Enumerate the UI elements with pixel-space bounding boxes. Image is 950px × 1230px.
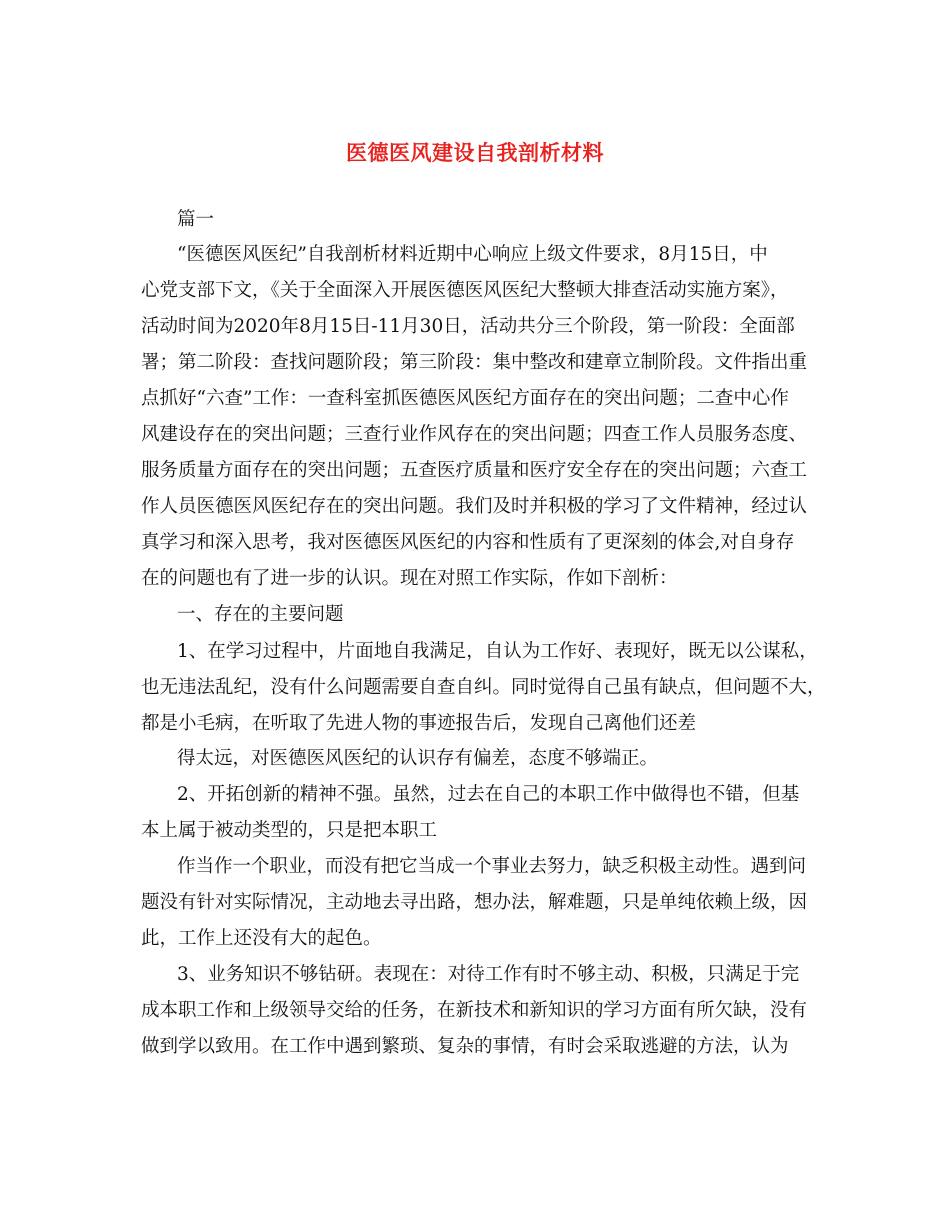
paragraph-line: “医德医风医纪”自我剖析材料近期中心响应上级文件要求，8月15日，中 — [177, 244, 768, 265]
section-heading: 篇一 — [177, 209, 215, 230]
paragraph-line: 做到学以致用。在工作中遇到繁琐、复杂的事情，有时会采取逃避的方法，认为 — [141, 1036, 789, 1057]
paragraph-line: 都是小毛病，在听取了先进人物的事迹报告后，发现自己离他们还差 — [141, 713, 697, 734]
paragraph-line: 心党支部下文，《关于全面深入开展医德医风医纪大整顿大排查活动实施方案》， — [141, 280, 789, 301]
paragraph-line: 成本职工作和上级领导交给的任务，在新技术和新知识的学习方面有所欠缺，没有 — [141, 1000, 808, 1021]
section-heading: 一、存在的主要问题 — [177, 604, 344, 625]
paragraph-line: 此，工作上还没有大的起色。 — [141, 928, 382, 949]
paragraph-line: 服务质量方面存在的突出问题；五查医疗质量和医疗安全存在的突出问题；六查工 — [141, 460, 808, 481]
paragraph-line: 3、业务知识不够钻研。表现在：对待工作有时不够主动、积极，只满足于完 — [177, 964, 800, 985]
paragraph-line: 得太远，对医德医风医纪的认识存有偏差，态度不够端正。 — [177, 748, 659, 769]
paragraph-line: 在的问题也有了进一步的认识。现在对照工作实际，作如下剖析： — [141, 568, 678, 589]
paragraph-line: 点抓好“六查”工作：一查科室抓医德医风医纪方面存在的突出问题；二查中心作 — [141, 388, 789, 409]
paragraph-line: 1、在学习过程中，片面地自我满足，自认为工作好、表现好，既无以公谋私， — [177, 641, 818, 662]
paragraph-line: 也无违法乱纪，没有什么问题需要自查自纠。同时觉得自己虽有缺点，但问题不大， — [141, 677, 826, 698]
paragraph-line: 风建设存在的突出问题；三查行业作风存在的突出问题；四查工作人员服务态度、 — [141, 424, 808, 445]
document-title: 医德医风建设自我剖析材料 — [346, 140, 604, 165]
paragraph-line: 作当作一个职业，而没有把它当成一个事业去努力，缺乏积极主动性。遇到问 — [177, 856, 807, 877]
paragraph-line: 活动时间为2020年8月15日-11月30日，活动共分三个阶段，第一阶段：全面部 — [141, 316, 795, 337]
paragraph-line: 署；第二阶段：查找问题阶段；第三阶段：集中整改和建章立制阶段。文件指出重 — [141, 352, 808, 373]
paragraph-line: 真学习和深入思考，我对医德医风医纪的内容和性质有了更深刻的体会,对自身存 — [141, 532, 795, 553]
paragraph-line: 题没有针对实际情况，主动地去寻出路，想办法，解难题，只是单纯依赖上级，因 — [141, 892, 808, 913]
paragraph-line: 2、开拓创新的精神不强。虽然，过去在自己的本职工作中做得也不错，但基 — [177, 784, 800, 805]
paragraph-line: 本上属于被动类型的，只是把本职工 — [141, 820, 438, 841]
paragraph-line: 作人员医德医风医纪存在的突出问题。我们及时并积极的学习了文件精神，经过认 — [141, 496, 808, 517]
